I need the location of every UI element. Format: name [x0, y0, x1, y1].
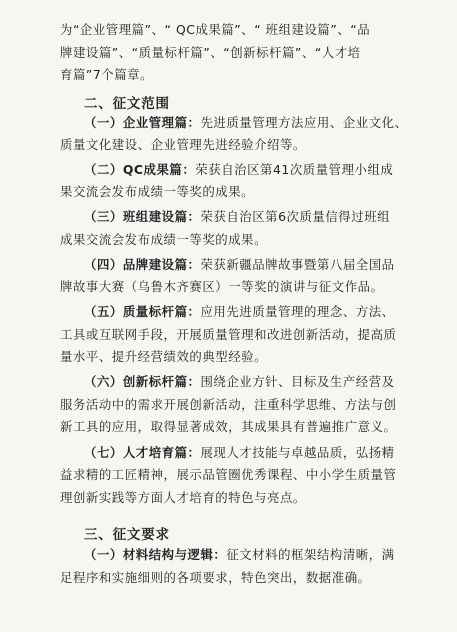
s2-item-3-line-2: 成果交流会发布成绩一等奖的成果。 [60, 231, 268, 247]
s2-item-6-label: （六）创新标杆篇： [84, 374, 201, 390]
s2-item-7-line-3: 理创新实践等方面人才培育的特色与亮点。 [60, 489, 306, 505]
s2-item-5-line-1: （五）质量标杆篇：应用先进质量管理的理念、方法、 [84, 304, 395, 320]
s2-item-7-label: （七）人才培育篇： [84, 444, 201, 460]
s2-item-5-line-3: 量水平、提升经营绩效的典型经验。 [60, 349, 268, 365]
s3-item-1-line-1: （一）材料结构与逻辑：征文材料的框架结构清晰，满 [84, 547, 395, 562]
s2-item-3-label: （三）班组建设篇： [84, 209, 201, 225]
s2-item-5-line-2: 工具或互联网手段，开展质量管理和改进创新活动，提高质 [60, 326, 397, 342]
s2-item-5-label: （五）质量标杆篇： [84, 304, 201, 320]
s2-item-2-label: （二）QC成果篇： [84, 162, 196, 178]
s2-item-6-line-1: （六）创新标杆篇：围绕企业方针、目标及生产经营及 [84, 374, 395, 390]
s2-item-2-line-2: 果交流会发布成绩一等奖的成果。 [60, 183, 255, 199]
s2-item-4-line-2: 牌故事大赛（乌鲁木齐赛区）一等奖的演讲与征文作品。 [60, 279, 384, 295]
s2-item-3-line-1: （三）班组建设篇：荣获自治区第6次质量信得过班组 [84, 209, 391, 225]
s2-item-6-line-2: 服务活动中的需求开展创新活动，注重科学思维、方法与创 [60, 396, 397, 412]
s2-item-1-line-1: （一）企业管理篇：先进质量管理方法应用、企业文化、 [84, 114, 408, 130]
s2-item-1-label: （一）企业管理篇： [84, 114, 201, 130]
s2-item-7-line-1: （七）人才培育篇：展现人才技能与卓越品质，弘扬精 [84, 444, 395, 460]
intro-line-2: 牌建设篇”、“质量标杆篇”、“创新标杆篇”、“人才培 [60, 44, 361, 60]
s2-item-1-line-2: 质量文化建设、企业管理先进经验介绍等。 [60, 137, 306, 153]
s2-item-2-line-1: （二）QC成果篇：荣获自治区第41次质量管理小组成 [84, 162, 394, 178]
intro-line-3: 育篇”7个篇章。 [60, 67, 154, 83]
s2-item-4-line-1: （四）品牌建设篇：荣获新疆品牌故事暨第八届全国品 [84, 256, 395, 272]
section-3-heading: 三、征文要求 [84, 527, 170, 543]
intro-line-1: 为“企业管理篇”、“ QC成果篇”、“ 班组建设篇”、“品 [60, 22, 371, 37]
s2-item-7-line-2: 益求精的工匠精神，展示品管圈优秀课程、中小学生质量管 [60, 467, 397, 483]
s2-item-4-label: （四）品牌建设篇： [84, 256, 201, 272]
s2-item-6-line-3: 新工具的应用，取得显著成效，其成果具有普遍推广意义。 [60, 419, 397, 435]
section-2-heading: 二、征文范围 [84, 96, 170, 113]
s3-item-1-line-2: 足程序和实施细则的各项要求，特色突出，数据准确。 [60, 570, 371, 585]
s3-item-1-label: （一）材料结构与逻辑： [84, 547, 227, 562]
